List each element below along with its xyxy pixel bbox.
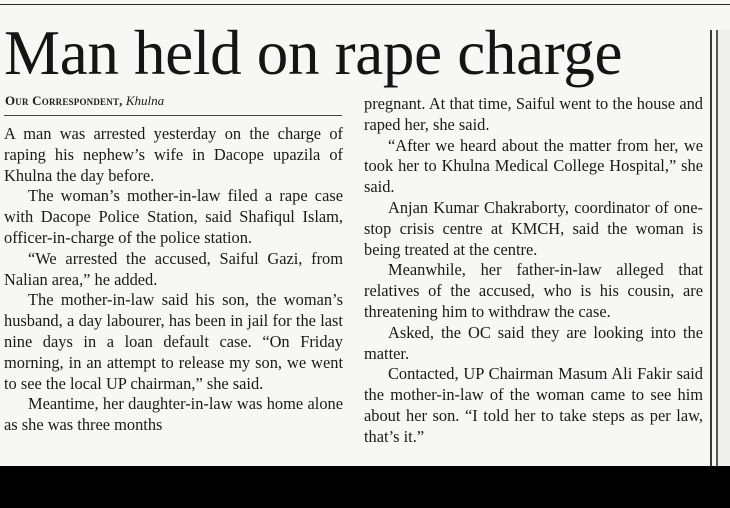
- paragraph: The mother-in-law said his son, the woman’s husband, a day labourer, has been in jail for the last nine days in a loan default case. “On Friday morning, in an attempt to release my son, we went to see the local UP chairman,” she said.: [4, 290, 343, 393]
- byline-place: Khulna: [125, 93, 165, 108]
- paragraph: “We arrested the accused, Saiful Gazi, from Nalian area,” he added.: [4, 248, 343, 289]
- paragraph: Anjan Kumar Chakraborty, coordinator of one-stop crisis centre at KMCH, said the woman is being treated at the centre.: [364, 197, 703, 259]
- paragraph: Meantime, her daughter-in-law was home alone as she was three months: [4, 394, 343, 435]
- byline-name: Our Correspondent,: [5, 93, 123, 108]
- paragraph: Contacted, UP Chairman Masum Ali Fakir said the mother-in-law of the woman came to see him about her son. “I told her to take steps as per law, that’s it.”: [364, 364, 703, 446]
- paragraph: Meanwhile, her father-in-law alleged that relatives of the accused, who is his cousin, are threatening him to withdraw the case.: [364, 260, 703, 321]
- paragraph: The woman’s mother-in-law filed a rape case with Dacope Police Station, said Shafiqul Islam, officer-in-charge of the police station.: [4, 186, 343, 247]
- paragraph: A man was arrested yesterday on the charge of raping his nephew’s wife in Dacope upazila of Khulna the day before.: [4, 124, 343, 185]
- top-rule: [0, 4, 730, 5]
- paragraph: “After we heard about the matter from her, we took her to Khulna Medical College Hospital,” she said.: [364, 135, 703, 197]
- adjacent-column-edge: [716, 30, 730, 466]
- article-column-1: [4, 124, 343, 466]
- article-column-2: [364, 94, 703, 466]
- column-divider: [710, 30, 712, 466]
- paragraph: Asked, the OC said they are looking into the matter.: [364, 322, 703, 363]
- paragraph: pregnant. At that time, Saiful went to the house and raped her, she said.: [364, 94, 703, 134]
- byline-rule: [4, 115, 342, 116]
- byline: [5, 92, 164, 109]
- headline: Man held on rape charge: [4, 18, 623, 88]
